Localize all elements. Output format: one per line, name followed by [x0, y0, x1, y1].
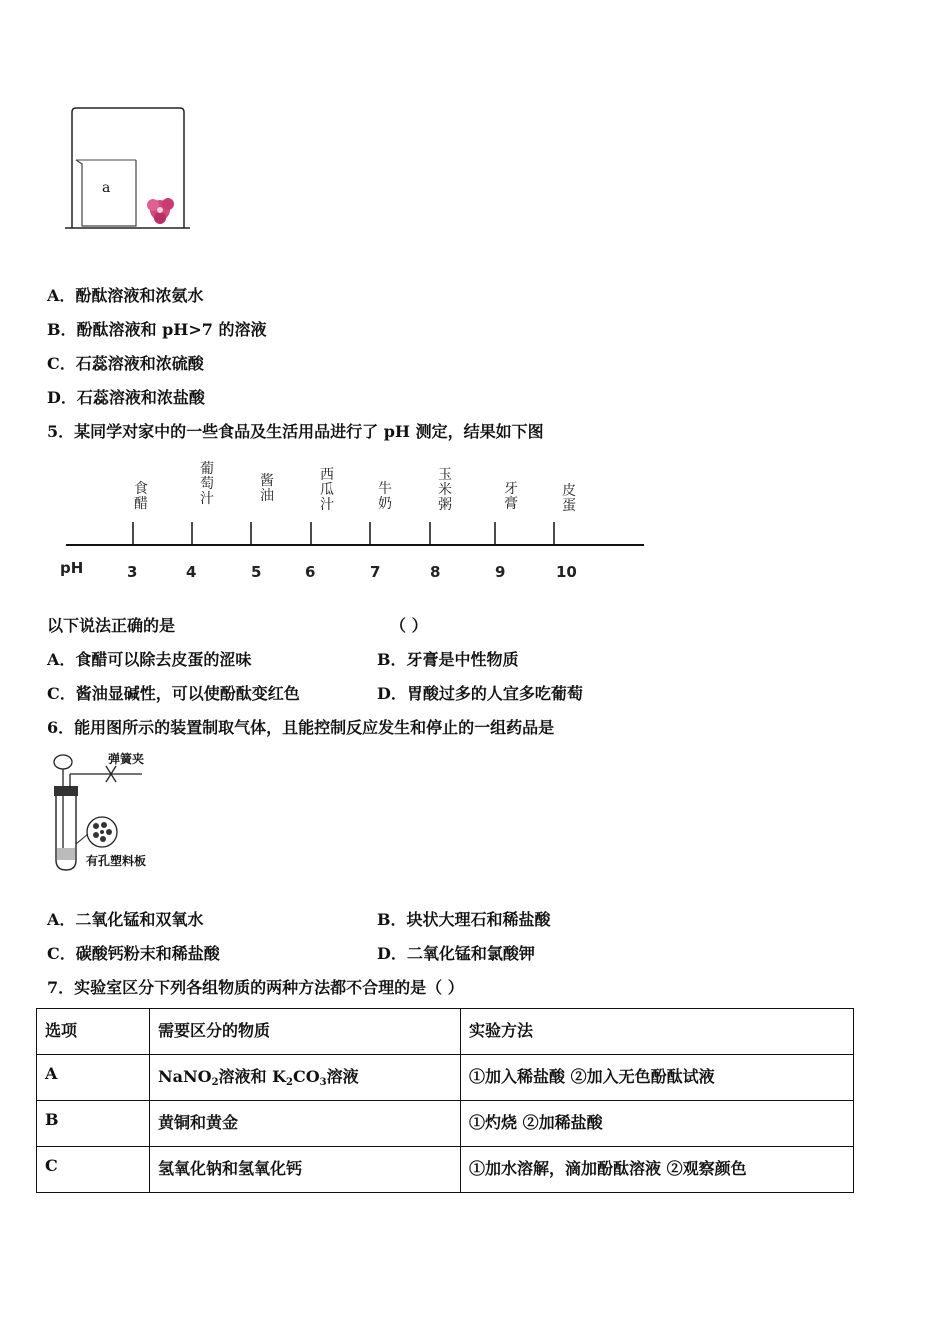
q5-option-a: A．食醋可以除去皮蛋的涩味	[47, 650, 252, 669]
ph-tick-6: 6	[305, 563, 316, 581]
header-option: 选项	[37, 1009, 150, 1055]
ph-item-watermelon-juice: 西瓜汁	[320, 467, 334, 513]
row-method: ①加水溶解，滴加酚酞溶液 ②观察颜色	[461, 1147, 854, 1193]
q5-bracket: （ ）	[390, 616, 428, 635]
gas-apparatus-figure	[46, 748, 166, 874]
ph-item-milk: 牛奶	[378, 481, 392, 512]
q4-option-d: D．石蕊溶液和浓盐酸	[47, 388, 205, 407]
porous-plate-label: 有孔塑料板	[86, 854, 147, 868]
ph-item-preserved-egg: 皮蛋	[562, 483, 576, 514]
spring-clip-label: 弹簧夹	[108, 752, 145, 766]
row-method: ①灼烧 ②加稀盐酸	[461, 1101, 854, 1147]
bell-jar-diagram	[60, 104, 220, 234]
q5-option-c: C．酱油显碱性，可以使酚酞变红色	[47, 684, 300, 703]
q6-option-d: D．二氧化锰和氯酸钾	[377, 944, 535, 963]
q5-option-d: D．胃酸过多的人宜多吃葡萄	[377, 684, 583, 703]
q5-stem: 5．某同学对家中的一些食品及生活用品进行了 pH 测定，结果如下图	[47, 422, 544, 441]
ph-tick-8: 8	[430, 563, 441, 581]
table-row	[37, 1101, 854, 1147]
q4-option-a: A．酚酞溶液和浓氨水	[47, 286, 204, 305]
table-header-row	[37, 1009, 854, 1055]
ph-axis-label: pH	[60, 559, 84, 577]
row-option: C	[37, 1147, 150, 1193]
ph-item-soy-sauce: 酱油	[260, 473, 274, 504]
ph-item-corn-porridge: 玉米粥	[438, 467, 452, 513]
q6-option-c: C．碳酸钙粉末和稀盐酸	[47, 944, 220, 963]
ph-tick-9: 9	[495, 563, 506, 581]
row-substance: 黄铜和黄金	[150, 1101, 461, 1147]
ph-item-grape-juice: 葡萄汁	[200, 461, 214, 507]
ph-tick-3: 3	[127, 563, 138, 581]
header-substances: 需要区分的物质	[150, 1009, 461, 1055]
ph-item-vinegar: 食醋	[134, 481, 148, 512]
q6-stem: 6．能用图所示的装置制取气体，且能控制反应发生和停止的一组药品是	[47, 718, 555, 737]
table-row	[37, 1055, 854, 1101]
row-substance: NaNO$_2$溶液和 $K_2CO_3$溶液	[150, 1055, 461, 1101]
beaker-label: a	[102, 180, 111, 196]
ph-tick-10: 10	[556, 563, 577, 581]
row-method: ①加入稀盐酸 ②加入无色酚酞试液	[461, 1055, 854, 1101]
header-method: 实验方法	[461, 1009, 854, 1055]
q4-option-c: C．石蕊溶液和浓硫酸	[47, 354, 204, 373]
ph-tick-7: 7	[370, 563, 381, 581]
q7-table	[36, 1008, 854, 1193]
q6-option-a: A．二氧化锰和双氧水	[47, 910, 204, 929]
q6-option-b: B．块状大理石和稀盐酸	[377, 910, 551, 929]
ph-item-toothpaste: 牙膏	[504, 481, 518, 512]
q5-option-b: B．牙膏是中性物质	[377, 650, 519, 669]
row-option: B	[37, 1101, 150, 1147]
flower-icon	[147, 198, 174, 224]
ph-tick-4: 4	[186, 563, 197, 581]
ph-tick-5: 5	[251, 563, 262, 581]
q7-stem: 7．实验室区分下列各组物质的两种方法都不合理的是（ ）	[47, 978, 464, 997]
row-substance: 氢氧化钠和氢氧化钙	[150, 1147, 461, 1193]
q5-question: 以下说法正确的是	[47, 616, 176, 635]
q4-option-b: B．酚酞溶液和 pH>7 的溶液	[47, 320, 267, 339]
ph-scale-figure	[56, 460, 656, 590]
row-option: A	[37, 1055, 150, 1101]
table-row	[37, 1147, 854, 1193]
bell-jar-figure	[60, 104, 220, 234]
